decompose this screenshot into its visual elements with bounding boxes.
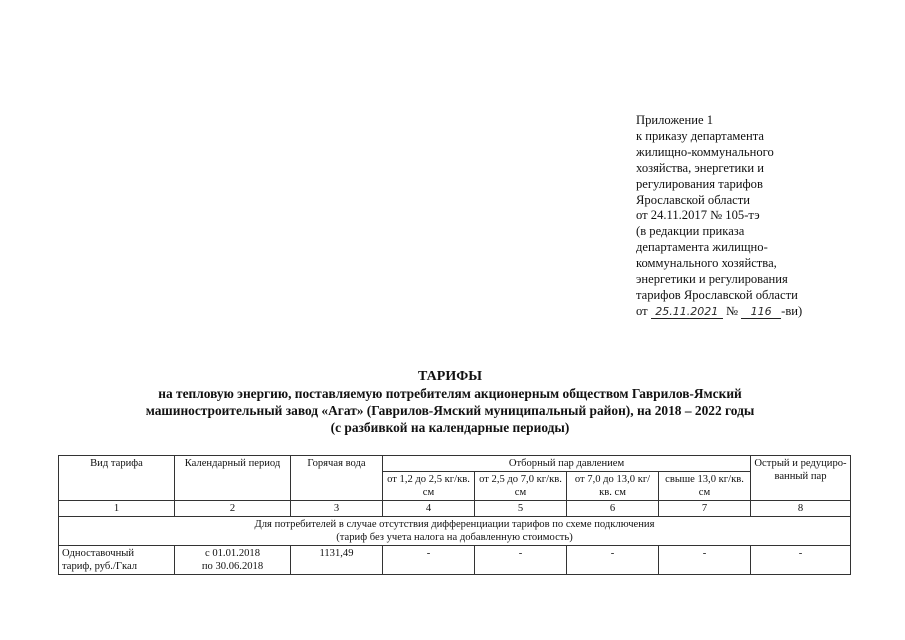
header-steam-3: от 7,0 до 13,0 кг/кв. см — [567, 472, 659, 501]
column-number: 8 — [751, 501, 851, 517]
column-number: 5 — [475, 501, 567, 517]
cell-sharp-steam: - — [751, 546, 851, 575]
cell-period — [175, 546, 291, 575]
order-prefix: от — [636, 303, 648, 318]
appendix-line: департамента жилищно- — [636, 240, 768, 255]
tariff-type-line-1: Одноставочный — [62, 548, 135, 559]
order-date-handwritten: 25.11.2021 — [651, 305, 723, 319]
column-number-row — [59, 501, 851, 517]
cell-tariff-type — [59, 546, 175, 575]
appendix-line: жилищно-коммунального — [636, 144, 774, 159]
section-row — [59, 517, 851, 546]
header-period: Календарный период — [175, 456, 291, 501]
column-number: 1 — [59, 501, 175, 517]
header-steam-group: Отборный пар давлением — [383, 456, 751, 472]
column-number: 7 — [659, 501, 751, 517]
column-number: 4 — [383, 501, 475, 517]
tariff-type-line-2: тариф, руб./Гкал — [62, 561, 138, 572]
title-line-3: (с разбивкой на календарные периоды) — [330, 420, 570, 435]
appendix-line: Ярославской области — [636, 192, 750, 207]
cell-steam-1: - — [383, 546, 475, 575]
section-heading — [59, 517, 851, 546]
column-number: 3 — [291, 501, 383, 517]
section-line-1: Для потребителей в случае отсутствия дифференциации тарифов по схеме подключения — [254, 519, 655, 530]
header-sharp-steam: Острый и редуциро-ванный пар — [751, 456, 851, 501]
header-steam-2: от 2,5 до 7,0 кг/кв. см — [475, 472, 567, 501]
appendix-line: регулирования тарифов — [636, 176, 763, 191]
title-main: ТАРИФЫ — [418, 369, 482, 384]
appendix-block — [636, 113, 896, 320]
appendix-line: тарифов Ярославской области — [636, 287, 798, 302]
period-line-2: по 30.06.2018 — [201, 561, 264, 572]
appendix-line: от 24.11.2017 № 105-тэ — [636, 208, 760, 223]
appendix-line: (в редакции приказа — [636, 224, 745, 239]
header-row-1 — [59, 456, 851, 472]
appendix-line: хозяйства, энергетики и — [636, 160, 764, 175]
order-number-handwritten: 116 — [741, 305, 781, 319]
column-number: 2 — [175, 501, 291, 517]
header-steam-1: от 1,2 до 2,5 кг/кв. см — [383, 472, 475, 501]
column-number: 6 — [567, 501, 659, 517]
cell-hot-water: 1131,49 — [291, 546, 383, 575]
title-line-2: машиностроительный завод «Агат» (Гаврилов-Ямский муниципальный район), на 2018 – 2022 годы — [145, 403, 755, 418]
cell-steam-3: - — [567, 546, 659, 575]
document-title — [60, 368, 840, 436]
appendix-line: Приложение 1 — [636, 113, 714, 127]
order-suffix: -ви) — [781, 303, 803, 318]
header-tariff-type: Вид тарифа — [59, 456, 175, 501]
section-line-2: (тариф без учета налога на добавленную стоимость) — [336, 532, 573, 543]
appendix-order-line — [636, 304, 896, 320]
title-line-1: на тепловую энергию, поставляемую потребителям акционерным обществом Гаврилов-Ямский — [158, 386, 742, 401]
appendix-line: коммунального хозяйства, — [636, 256, 777, 271]
period-line-1: с 01.01.2018 — [204, 548, 261, 559]
order-number-sign: № — [725, 303, 738, 318]
header-hot-water: Горячая вода — [291, 456, 383, 501]
header-steam-4: свыше 13,0 кг/кв. см — [659, 472, 751, 501]
tariff-table — [58, 455, 851, 575]
appendix-line: энергетики и регулирования — [636, 272, 788, 287]
cell-steam-4: - — [659, 546, 751, 575]
cell-steam-2: - — [475, 546, 567, 575]
table-row — [59, 546, 851, 575]
appendix-line: к приказу департамента — [636, 128, 764, 143]
